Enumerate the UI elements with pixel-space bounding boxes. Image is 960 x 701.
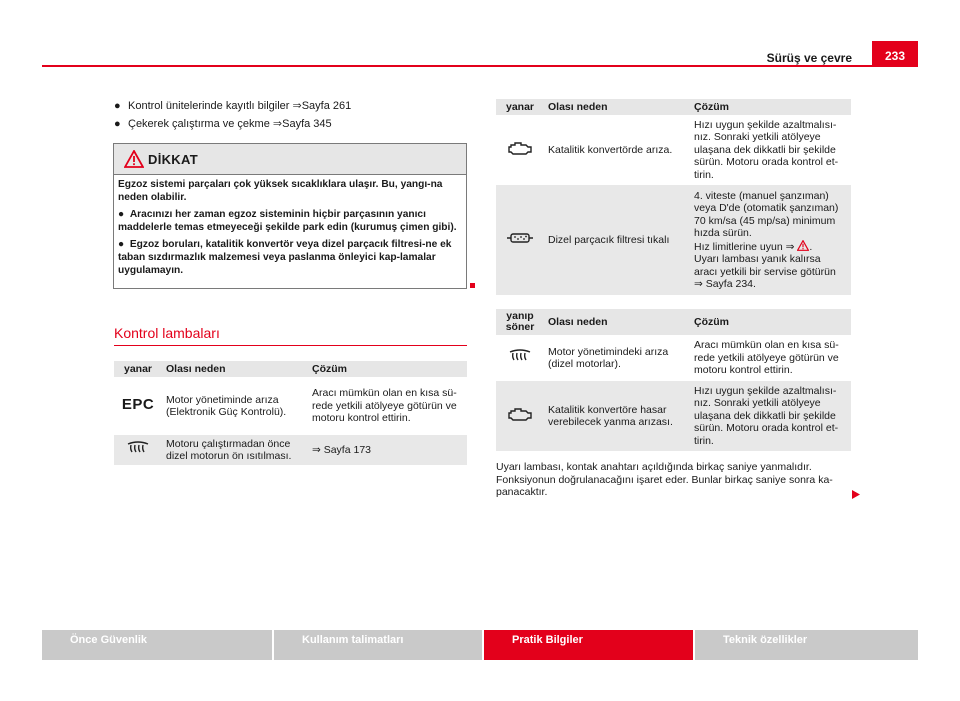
- table-header-row: [496, 99, 851, 115]
- page-ref-link[interactable]: Sayfa 261: [301, 100, 352, 112]
- engine-icon: [507, 140, 533, 156]
- footer-tab-label: Teknik özellikler: [723, 634, 808, 646]
- table-row: [496, 381, 851, 451]
- table-row: [496, 335, 851, 381]
- cause-cell: Dizel parçacık filtresi tıkalı: [544, 185, 690, 295]
- lamp-cell: [114, 377, 162, 435]
- warning-body: [118, 178, 464, 281]
- warning-bullet-text: Aracınızı her zaman egzoz sisteminin hiçbir parçasının yanıcı maddelerle temas etmeyeceği şekilde park edin (kurumuş çimen gibi).: [118, 209, 457, 233]
- column-header: Olası neden: [162, 361, 308, 377]
- solution-line: veya D'de (otomatik şanzıman): [694, 202, 839, 214]
- glow-plug-icon: [508, 349, 532, 363]
- solution-line: aracı yetkili bir servise götürün: [694, 265, 836, 278]
- solution-line: hızda sürün.: [694, 227, 752, 239]
- lamp-cell: [496, 381, 544, 451]
- solution-cell[interactable]: ⇒ Sayfa 173: [308, 435, 467, 465]
- warning-lights-table-top: [496, 99, 851, 295]
- solution-line: Uyarı lambası yanık kalırsa: [694, 253, 821, 265]
- warning-bullet-text: Egzoz boruları, katalitik konvertör veya dizel parçacık filtresi-ne ek taban sızdırmazlık malzemesi veya paslanma önleyici kap-lamalar uygulamayın.: [118, 239, 452, 276]
- solution-cell: Hızı uygun şekilde azaltmalısı-nız. Sonraki yetkili atölyeye ulaşana dek dikkatli bir şekilde sürün. Motoru orada kontrol et-tirin.: [690, 381, 851, 451]
- table-header-row: [496, 309, 851, 335]
- end-marker: [470, 283, 475, 288]
- warning-lights-table: [114, 361, 467, 465]
- table-row: [114, 377, 467, 435]
- warning-header: [114, 144, 466, 175]
- table-row: [114, 435, 467, 465]
- warning-triangle-icon: [124, 150, 144, 168]
- column-header: Olası neden: [544, 99, 690, 115]
- column-header: Çözüm: [690, 99, 851, 115]
- bullet-dot: ●: [114, 118, 121, 130]
- column-header: yanıp söner: [496, 309, 544, 335]
- engine-icon: [507, 406, 533, 422]
- glow-plug-icon: [126, 441, 150, 455]
- table-row: [496, 115, 851, 185]
- table-header-row: [114, 361, 467, 377]
- chapter-title: Sürüş ve çevre: [766, 51, 852, 65]
- arrow-icon: ⇒: [272, 118, 283, 130]
- warning-bullet: [118, 238, 464, 277]
- flashing-lights-table: [496, 309, 851, 451]
- footer-tab-label: Pratik Bilgiler: [512, 634, 583, 646]
- bullet-dot: ●: [114, 100, 121, 112]
- column-header: Çözüm: [690, 309, 851, 335]
- bullet-item: [114, 117, 332, 130]
- footer-tab-operation[interactable]: [274, 630, 482, 660]
- solution-cell: [690, 185, 851, 295]
- cause-cell: Katalitik konvertörde arıza.: [548, 143, 673, 156]
- warning-paragraph: Egzoz sistemi parçaları çok yüksek sıcaklıklara ulaşır. Bu, yangı-na neden olabilir.: [118, 179, 443, 203]
- bullet-item: [114, 99, 351, 112]
- header-rule: [42, 65, 918, 67]
- column-header: Çözüm: [308, 361, 467, 377]
- solution-line: Hız limitlerine uyun ⇒ .: [694, 240, 813, 253]
- solution-line: 70 km/sa (45 mp/sa) minimum: [694, 214, 836, 227]
- solution-line: 4. viteste (manuel şanzıman): [694, 189, 829, 202]
- cause-cell: Katalitik konvertöre hasar verebilecek yanma arızası.: [544, 381, 690, 451]
- continue-arrow-icon: [852, 490, 860, 499]
- epc-icon: EPC: [121, 396, 155, 414]
- bullet-text: Çekerek çalıştırma ve çekme: [128, 118, 270, 130]
- table-row: [496, 185, 851, 295]
- bullet-dot: ●: [118, 209, 130, 220]
- warning-triangle-icon[interactable]: [797, 240, 809, 251]
- bullet-text: Kontrol ünitelerinde kayıtlı bilgiler: [128, 100, 290, 112]
- lamp-cell: [496, 115, 544, 185]
- solution-cell: Hızı uygun şekilde azaltmalısı-nız. Sonraki yetkili atölyeye ulaşana dek dikkatli bir şekilde sürün. Motoru orada kontrol et-tirin.: [694, 118, 839, 181]
- solution-cell: Aracı mümkün olan en kısa sü-rede yetkili atölyeye götürün ve motoru kontrol ettirin.: [312, 387, 457, 425]
- section-title: Kontrol lambaları: [114, 325, 220, 341]
- page-ref-link[interactable]: Sayfa 345: [282, 118, 332, 130]
- footer-tab-label: Kullanım talimatları: [302, 634, 404, 646]
- column-header: yanar: [496, 99, 544, 115]
- particle-filter-icon: [506, 231, 534, 245]
- solution-line-text: Hız limitlerine uyun ⇒: [694, 240, 795, 253]
- column-header: Olası neden: [544, 309, 690, 335]
- footer-tab-label: Önce Güvenlik: [70, 634, 148, 646]
- cause-cell: Motoru çalıştırmadan önce dizel motorun ön ısıtılması.: [162, 435, 308, 465]
- warning-box: [113, 143, 467, 289]
- section-rule: [114, 345, 467, 346]
- lamp-cell: [114, 435, 162, 465]
- bullet-dot: ●: [118, 239, 130, 250]
- page-number: 233: [872, 41, 918, 65]
- lamp-cell: [496, 185, 544, 295]
- solution-line[interactable]: ⇒ Sayfa 234.: [694, 278, 756, 290]
- footer-tab-technical[interactable]: [695, 630, 918, 660]
- solution-cell: Aracı mümkün olan en kısa sü-rede yetkili atölyeye götürün ve motoru kontrol ettirin.: [694, 339, 839, 377]
- cause-cell: Motor yönetimindeki arıza (dizel motorlar).: [548, 345, 669, 370]
- cause-cell: Motor yönetiminde arıza (Elektronik Güç Kontrolü).: [166, 393, 287, 418]
- lamp-cell: [496, 335, 544, 381]
- arrow-icon: ⇒: [292, 100, 302, 112]
- footer-tab-safety[interactable]: [42, 630, 272, 660]
- column-header: yanar: [114, 361, 162, 377]
- warning-bullet: [118, 208, 464, 234]
- info-paragraph: Uyarı lambası, kontak anahtarı açıldığında birkaç saniye yanmalıdır. Fonksiyonun doğrulanacağını işaret eder. Bunlar birkaç saniye sonra ka-panacaktır.: [496, 461, 833, 498]
- warning-title: DİKKAT: [148, 152, 198, 167]
- footer-tab-practical[interactable]: [484, 630, 693, 660]
